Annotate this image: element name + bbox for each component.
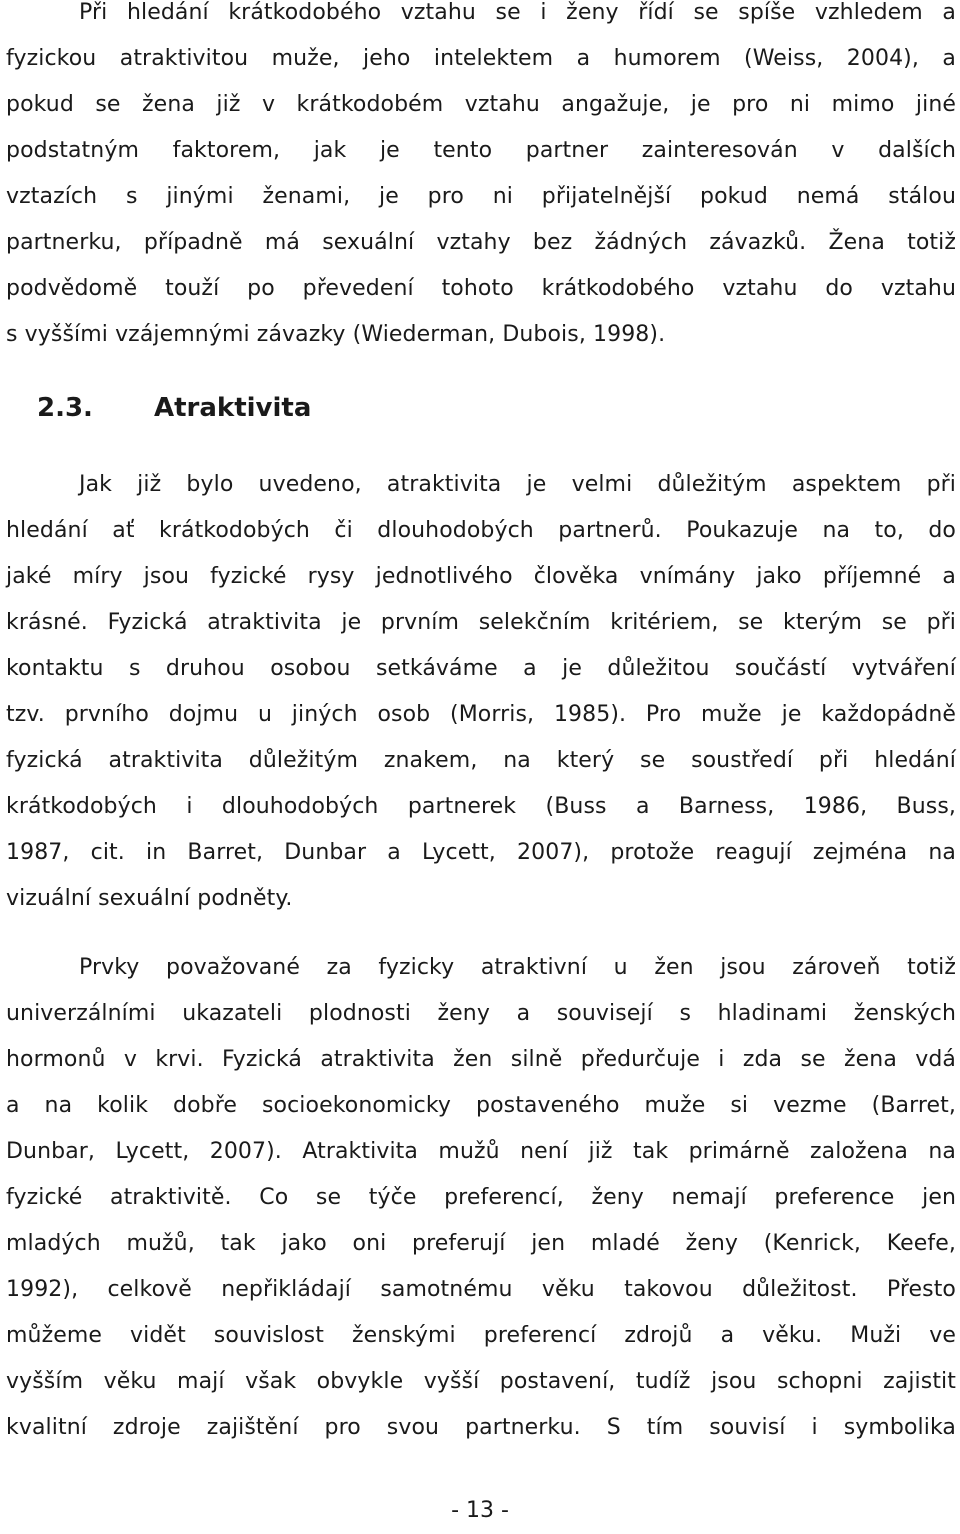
section-heading [6,385,956,431]
paragraph-line: fyzickou atraktivitou muže, jeho intelektem a humorem (Weiss, 2004), a [6,46,956,71]
paragraph-line: partnerku, případně má sexuální vztahy bez žádných závazků. Žena totiž [6,230,956,255]
section-number: 2.3. [37,393,93,423]
paragraph-line: Dunbar, Lycett, 2007). Atraktivita mužů není již tak primárně založena na [6,1139,956,1164]
paragraph-line: podstatným faktorem, jak je tento partner zainteresován v dalších [6,138,956,163]
paragraph-line: vztazích s jinými ženami, je pro ni přijatelnější pokud nemá stálou [6,184,956,209]
paragraph-line: Při hledání krátkodobého vztahu se i ženy řídí se spíše vzhledem a [79,0,956,25]
paragraph-line: hormonů v krvi. Fyzická atraktivita žen silně předurčuje i zda se žena vdá [6,1047,956,1072]
paragraph-line: vyšším věku mají však obvykle vyšší postavení, tudíž jsou schopni zajistit [6,1369,956,1394]
paragraph-1 [6,0,956,358]
paragraph-line: krásné. Fyzická atraktivita je prvním selekčním kritériem, se kterým se při [6,610,956,635]
paragraph-line: 1987, cit. in Barret, Dunbar a Lycett, 2007), protože reagují zejména na [6,840,956,865]
paragraph-line: můžeme vidět souvislost ženskými preferencí zdrojů a věku. Muži ve [6,1323,956,1348]
page-number: - 13 - [451,1498,509,1523]
paragraph-line: kontaktu s druhou osobou setkáváme a je důležitou součástí vytváření [6,656,956,681]
paragraph-line: krátkodobých i dlouhodobých partnerek (Buss a Barness, 1986, Buss, [6,794,956,819]
paragraph-line: jaké míry jsou fyzické rysy jednotlivého člověka vnímány jako příjemné a [6,564,956,589]
paragraph-line: fyzická atraktivita důležitým znakem, na který se soustředí při hledání [6,748,956,773]
paragraph-line: kvalitní zdroje zajištění pro svou partnerku. S tím souvisí i symbolika [6,1415,956,1440]
paragraph-line: tzv. prvního dojmu u jiných osob (Morris, 1985). Pro muže je každopádně [6,702,956,727]
section-title: Atraktivita [154,393,312,423]
paragraph-line: fyzické atraktivitě. Co se týče preferencí, ženy nemají preference jen [6,1185,956,1210]
paragraph-line: univerzálními ukazateli plodnosti ženy a souvisejí s hladinami ženských [6,1001,956,1026]
paragraph-3 [6,945,956,1451]
paragraph-line: Prvky považované za fyzicky atraktivní u žen jsou zároveň totiž [79,955,956,980]
paragraph-line: vizuální sexuální podněty. [6,886,293,911]
paragraph-line: podvědomě touží po převedení tohoto krátkodobého vztahu do vztahu [6,276,956,301]
paragraph-line: pokud se žena již v krátkodobém vztahu angažuje, je pro ni mimo jiné [6,92,956,117]
paragraph-line: Jak již bylo uvedeno, atraktivita je velmi důležitým aspektem při [79,472,956,497]
paragraph-line: hledání ať krátkodobých či dlouhodobých partnerů. Poukazuje na to, do [6,518,956,543]
paragraph-line: mladých mužů, tak jako oni preferují jen mladé ženy (Kenrick, Keefe, [6,1231,956,1256]
paragraph-line: 1992), celkově nepřikládají samotnému věku takovou důležitost. Přesto [6,1277,956,1302]
paragraph-line: s vyššími vzájemnými závazky (Wiederman, Dubois, 1998). [6,322,666,347]
paragraph-line: a na kolik dobře socioekonomicky postaveného muže si vezme (Barret, [6,1093,956,1118]
paragraph-2 [6,462,956,922]
